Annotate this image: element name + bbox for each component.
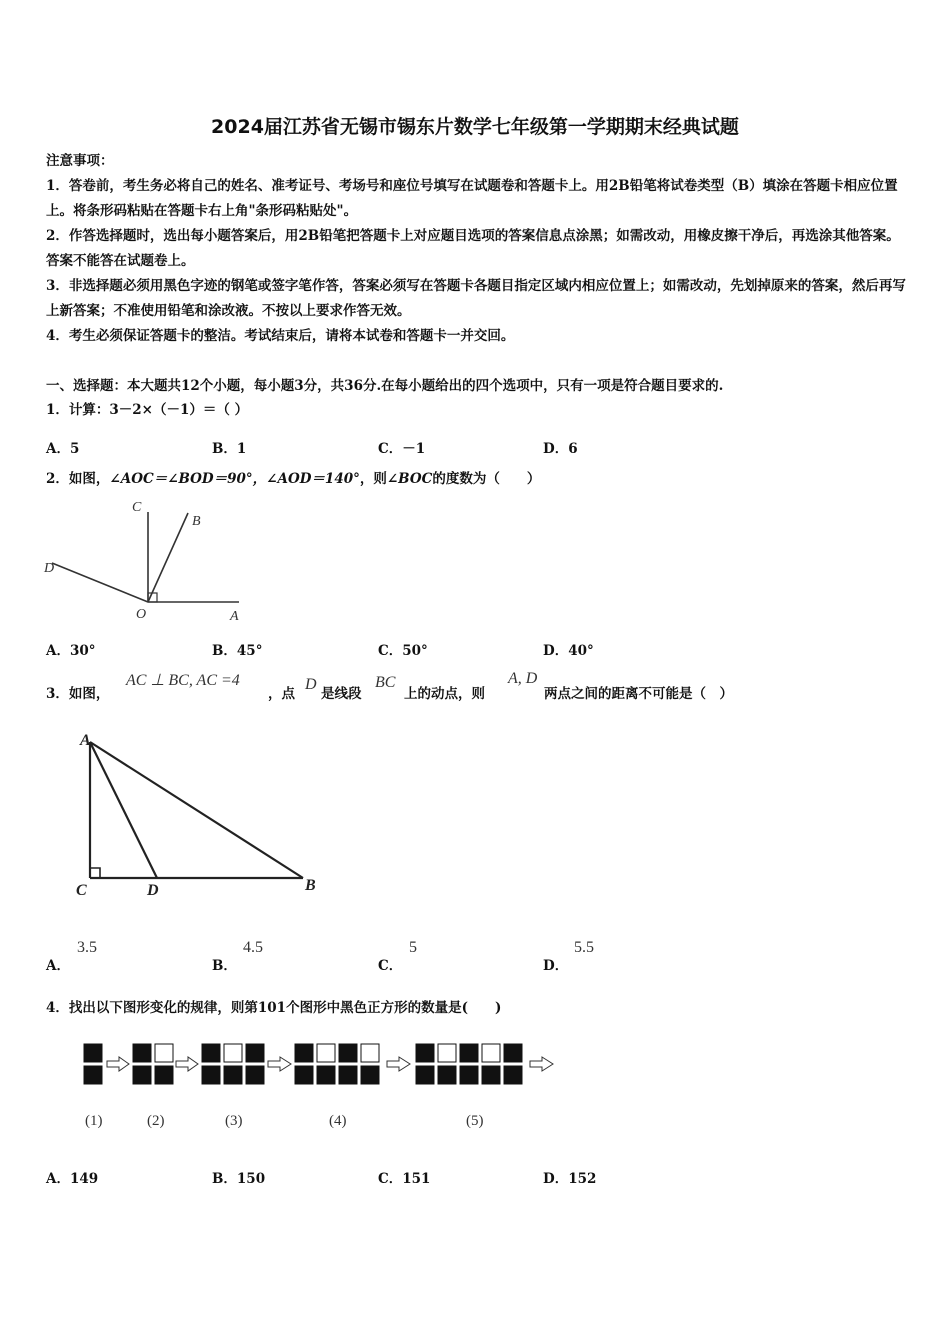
q1-option-b: B．1 xyxy=(212,441,247,457)
q4-option-d: D．152 xyxy=(543,1171,597,1187)
q4-label-1: (1) xyxy=(85,1113,103,1129)
q3-point-d: D xyxy=(305,676,317,693)
q4-label-3: (3) xyxy=(225,1113,243,1129)
q3-label-b: B xyxy=(305,877,316,894)
page-title: 2024届江苏省无锡市锡东片数学七年级第一学期期末经典试题 xyxy=(211,116,739,138)
q2-option-d: D．40° xyxy=(543,643,594,659)
q3-segment: BC xyxy=(375,674,396,691)
q3-stem-b: 是线段 xyxy=(321,686,362,702)
q3-option-c-value: 5 xyxy=(409,939,417,956)
q3-stem-a: ，点 xyxy=(268,686,295,702)
q3-option-c-letter: C． xyxy=(378,958,403,974)
q2-stem-math: ∠AOC＝∠BOD＝90°，∠AOD＝140° xyxy=(109,471,360,487)
q2-option-c: C．50° xyxy=(378,643,428,659)
q2-option-b: B．45° xyxy=(212,643,263,659)
notice-item-3: 3．非选择题必须用黑色字迹的钢笔或签字笔作答，答案必须写在答题卡各题目指定区域内相应位置上；如需改动，先划掉原来的答案，然后再写上新答案；不准使用铅笔和涂改液。不按以上要求作答无效。 xyxy=(46,278,906,319)
q3-triangle-figure xyxy=(70,725,330,905)
q2-stem-pre: 2．如图， xyxy=(46,471,110,487)
q3-label-c: C xyxy=(76,882,87,899)
q3-option-d-letter: D． xyxy=(543,958,569,974)
q3-option-b-value: 4.5 xyxy=(243,939,263,956)
q1-option-d: D．6 xyxy=(543,441,578,457)
q4-option-a: A．149 xyxy=(46,1171,99,1187)
q4-label-5: (5) xyxy=(466,1113,484,1129)
q2-option-a: A．30° xyxy=(46,643,96,659)
section-heading: 一、选择题：本大题共12个小题，每小题3分，共36分.在每小题给出的四个选项中，只有一项是符合题目要求的. xyxy=(46,378,724,394)
notice-item-4: 4．考生必须保证答题卡的整洁。考试结束后，请将本试卷和答题卡一并交回。 xyxy=(46,328,515,344)
q3-label-a: A xyxy=(80,732,91,749)
q2-stem xyxy=(46,467,540,492)
q3-stem-d: 两点之间的距离不可能是（ ） xyxy=(544,686,733,702)
q2-stem-post: 的度数为（ ） xyxy=(432,471,541,487)
q2-label-a: A xyxy=(230,609,239,624)
q3-option-a-letter: A． xyxy=(46,958,70,974)
q3-condition: AC ⊥ BC, AC =4 xyxy=(126,672,240,689)
q2-angle-figure xyxy=(40,495,260,625)
q2-label-o: O xyxy=(136,607,147,622)
q2-stem-mid: ，则 xyxy=(359,471,387,487)
q2-label-d: D xyxy=(44,561,55,576)
q4-label-4: (4) xyxy=(329,1113,347,1129)
q4-label-2: (2) xyxy=(147,1113,165,1129)
q1-option-a: A．5 xyxy=(46,441,80,457)
q2-label-c: C xyxy=(132,500,142,515)
q3-stem-c: 上的动点，则 xyxy=(404,686,485,702)
q1-stem: 1．计算：3－2×（－1）＝（ ） xyxy=(46,402,249,418)
q3-points: A, D xyxy=(508,670,538,687)
q3-option-b-letter: B． xyxy=(212,958,237,974)
q4-option-c: C．151 xyxy=(378,1171,431,1187)
notice-item-1: 1．答卷前，考生务必将自己的姓名、准考证号、考场号和座位号填写在试题卷和答题卡上。用2B铅笔将试卷类型（B）填涂在答题卡相应位置上。将条形码粘贴在答题卡右上角"条形码粘贴处"。 xyxy=(46,178,898,219)
q1-option-c: C．－1 xyxy=(378,441,426,457)
q4-pattern-figure xyxy=(80,1040,560,1135)
notice-item-2: 2．作答选择题时，选出每小题答案后，用2B铅笔把答题卡上对应题目选项的答案信息点涂黑；如需改动，用橡皮擦干净后，再选涂其他答案。答案不能答在试题卷上。 xyxy=(46,228,900,269)
q2-stem-math2: ∠BOC xyxy=(386,471,433,487)
q3-stem-pre: 3．如图， xyxy=(46,686,110,702)
q2-label-b: B xyxy=(192,514,201,529)
q4-option-b: B．150 xyxy=(212,1171,266,1187)
q3-option-d-value: 5.5 xyxy=(574,939,594,956)
q3-option-a-value: 3.5 xyxy=(77,939,97,956)
q3-label-d: D xyxy=(147,882,159,899)
q4-stem: 4．找出以下图形变化的规律，则第101个图形中黑色正方形的数量是( ) xyxy=(46,1000,502,1016)
notice-heading: 注意事项： xyxy=(46,153,114,169)
